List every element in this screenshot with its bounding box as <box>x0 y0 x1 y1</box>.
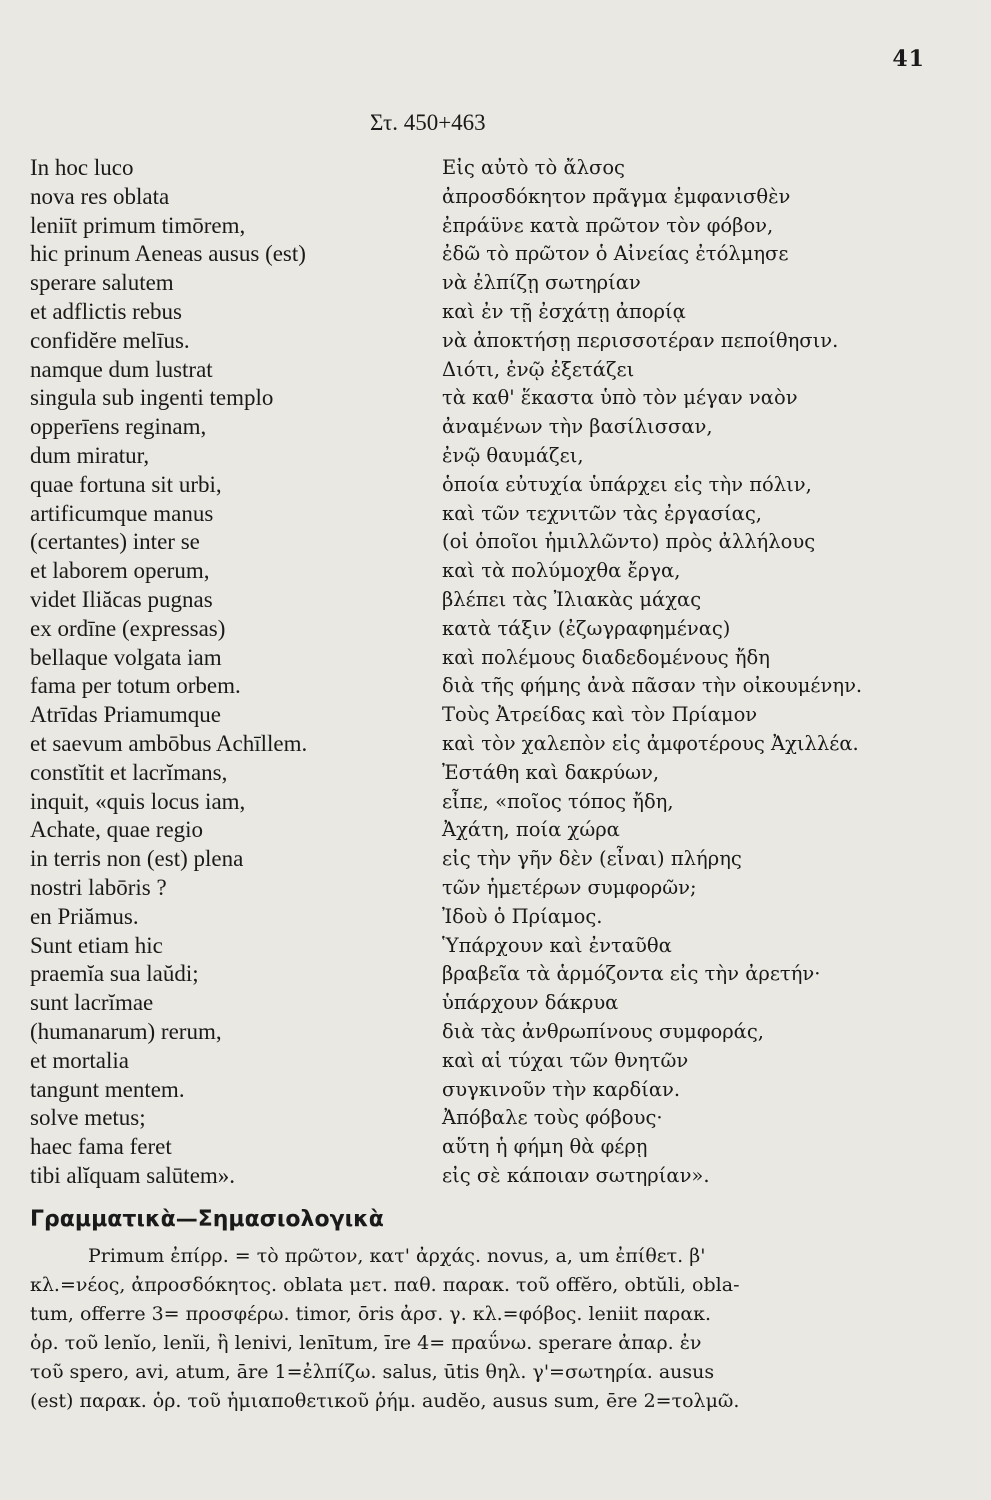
greek-line: τῶν ἡμετέρων συμφορῶν; <box>442 875 697 899</box>
latin-line: confidĕre melīus. <box>30 327 190 353</box>
section-title: Γραμματικὰ—Σημασιολογικὰ <box>30 1207 384 1232</box>
greek-line: Ἐστάθη καὶ δακρύων, <box>442 760 660 784</box>
latin-line: nova res oblata <box>30 183 170 209</box>
latin-line: ex ordīne (expressas) <box>30 615 226 641</box>
latin-line: opperīens reginam, <box>30 414 207 440</box>
notes-line: ὁρ. τοῦ lenĭo, lenĭi, ἢ lenivi, lenītum, īre 4= πραΰνω. sperare ἀπαρ. ἐν <box>30 1332 702 1354</box>
latin-line: praemĭa sua laŭdi; <box>30 961 199 987</box>
greek-line: ἀναμένων τὴν βασίλισσαν, <box>442 415 713 439</box>
greek-line: Ἀχάτη, ποία χώρα <box>442 818 620 842</box>
greek-line: ὑπάρχουν δάκρυα <box>442 991 619 1015</box>
notes-line: τοῦ spero, avi, atum, āre 1=ἐλπίζω. salus, ūtis θηλ. γ'=σωτηρία. ausus <box>30 1361 715 1383</box>
latin-line: Atrīdas Priamumque <box>30 702 221 728</box>
latin-line: in terris non (est) plena <box>30 846 244 872</box>
latin-line: et adflictis rebus <box>30 298 183 324</box>
latin-line: Sunt etiam hic <box>30 932 163 958</box>
latin-line: namque dum lustrat <box>30 356 213 382</box>
greek-line: νὰ ἐλπίζῃ σωτηρίαν <box>442 271 641 295</box>
latin-line: (certantes) inter se <box>30 529 200 555</box>
latin-line: tangunt mentem. <box>30 1076 185 1102</box>
greek-line: Εἰς αὐτὸ τὸ ἄλσος <box>442 156 625 179</box>
latin-line: singula sub ingenti templo <box>30 385 274 411</box>
verse-reference: Στ. 450+463 <box>370 110 486 135</box>
latin-column <box>30 154 430 1191</box>
greek-line: βλέπει τὰς Ἰλιακὰς μάχας <box>442 587 702 611</box>
latin-line: dum miratur, <box>30 442 150 468</box>
latin-line: constĭtit et lacrĭmans, <box>30 759 228 785</box>
greek-line: Ὑπάρχουν καὶ ἐνταῦθα <box>442 933 672 957</box>
greek-line: κατὰ τάξιν (ἐζωγραφημένας) <box>442 616 731 640</box>
greek-line: καὶ αἱ τύχαι τῶν θνητῶν <box>442 1048 689 1072</box>
greek-line: ἐδῶ τὸ πρῶτον ὁ Αἰνείας ἐτόλμησε <box>442 242 789 266</box>
greek-column <box>442 154 972 1191</box>
latin-line: sunt lacrĭmae <box>30 990 154 1016</box>
greek-line: αὕτη ἡ φήμη θὰ φέρῃ <box>442 1135 648 1159</box>
notes-line: Primum ἐπίρρ. = τὸ πρῶτον, κατ' ἀρχάς. novus, a, um ἐπίθετ. β' <box>88 1245 706 1267</box>
latin-line: (humanarum) rerum, <box>30 1018 222 1044</box>
greek-line: καὶ τὸν χαλεπὸν εἰς ἀμφοτέρους Ἀχιλλέα. <box>442 731 859 755</box>
greek-line: διὰ τὰς ἀνθρωπίνους συμφοράς, <box>442 1019 764 1043</box>
greek-line: εἶπε, «ποῖος τόπος ἤδη, <box>442 789 674 813</box>
greek-line: ἀπροσδόκητον πρᾶγμα ἐμφανισθὲν <box>442 184 791 208</box>
greek-line: καὶ πολέμους διαδεδομένους ἤδη <box>442 645 770 669</box>
latin-line: leniīt primum timōrem, <box>30 212 246 238</box>
latin-line: solve metus; <box>30 1105 146 1131</box>
latin-line: et laborem operum, <box>30 558 210 584</box>
greek-line: εἰς τὴν γῆν δὲν (εἶναι) πλήρης <box>442 847 742 871</box>
latin-line: inquit, «quis locus iam, <box>30 788 246 814</box>
greek-line: διὰ τῆς φήμης ἀνὰ πᾶσαν τὴν οἰκουμένην. <box>442 674 863 698</box>
greek-line: βραβεῖα τὰ ἁρμόζοντα εἰς τὴν ἀρετήν· <box>442 962 821 986</box>
latin-line: haec fama feret <box>30 1134 172 1160</box>
greek-line: Τοὺς Ἀτρείδας καὶ τὸν Πρίαμον <box>442 703 758 727</box>
latin-line: et mortalia <box>30 1047 129 1073</box>
greek-line: καὶ τὰ πολύμοχθα ἔργα, <box>442 559 681 583</box>
notes-line: (est) παρακ. ὁρ. τοῦ ἡμιαποθετικοῦ ῥήμ. audĕo, ausus sum, ēre 2=τολμῶ. <box>30 1390 740 1412</box>
latin-line: hic prinum Aeneas ausus (est) <box>30 241 306 267</box>
greek-line: Ἀπόβαλε τοὺς φόβους· <box>442 1106 663 1130</box>
greek-line: καὶ τῶν τεχνιτῶν τὰς ἐργασίας, <box>442 501 762 525</box>
latin-line: In hoc luco <box>30 155 134 180</box>
greek-line: συγκινοῦν τὴν καρδίαν. <box>442 1077 681 1101</box>
greek-line: τὰ καθ' ἕκαστα ὑπὸ τὸν μέγαν ναὸν <box>442 386 798 410</box>
greek-line: ἐνῷ θαυμάζει, <box>442 443 584 467</box>
latin-line: videt Iliăcas pugnas <box>30 586 213 612</box>
greek-line: καὶ ἐν τῇ ἐσχάτῃ ἀπορίᾳ <box>442 299 686 323</box>
latin-line: Achate, quae regio <box>30 817 204 843</box>
latin-line: sperare salutem <box>30 270 174 296</box>
latin-line: nostri labōris ? <box>30 874 167 900</box>
greek-line: (οἱ ὁποῖοι ἡμιλλῶντο) πρὸς ἀλλήλους <box>442 530 816 554</box>
latin-line: quae fortuna sit urbi, <box>30 471 222 497</box>
greek-line: Ἰδοὺ ὁ Πρίαμος. <box>442 904 603 928</box>
grammar-notes <box>30 1242 935 1416</box>
latin-line: en Priămus. <box>30 903 139 929</box>
latin-line: fama per totum orbem. <box>30 673 241 699</box>
latin-line: artificumque manus <box>30 500 214 526</box>
latin-line: bellaque volgata iam <box>30 644 222 670</box>
page-number: 41 <box>892 46 925 72</box>
latin-line: tibi alĭquam salūtem». <box>30 1162 236 1188</box>
greek-line: Διότι, ἐνῷ ἐξετάζει <box>442 357 635 381</box>
greek-line: ἐπράϋνε κατὰ πρῶτον τὸν φόβον, <box>442 213 774 237</box>
notes-line: κλ.=νέος, ἀπροσδόκητος. oblata μετ. παθ. παρακ. τοῦ offĕro, obtŭli, obla- <box>30 1274 740 1296</box>
greek-line: νὰ ἀποκτήσῃ περισσοτέραν πεποίθησιν. <box>442 328 839 352</box>
notes-line: tum, offerre 3= προσφέρω. timor, ōris ἀρσ. γ. κλ.=φόβος. leniit παρακ. <box>30 1303 712 1325</box>
latin-line: et saevum ambōbus Achīllem. <box>30 730 308 756</box>
greek-line: εἰς σὲ κάποιαν σωτηρίαν». <box>442 1163 710 1187</box>
greek-line: ὁποία εὐτυχία ὑπάρχει εἰς τὴν πόλιν, <box>442 472 812 496</box>
